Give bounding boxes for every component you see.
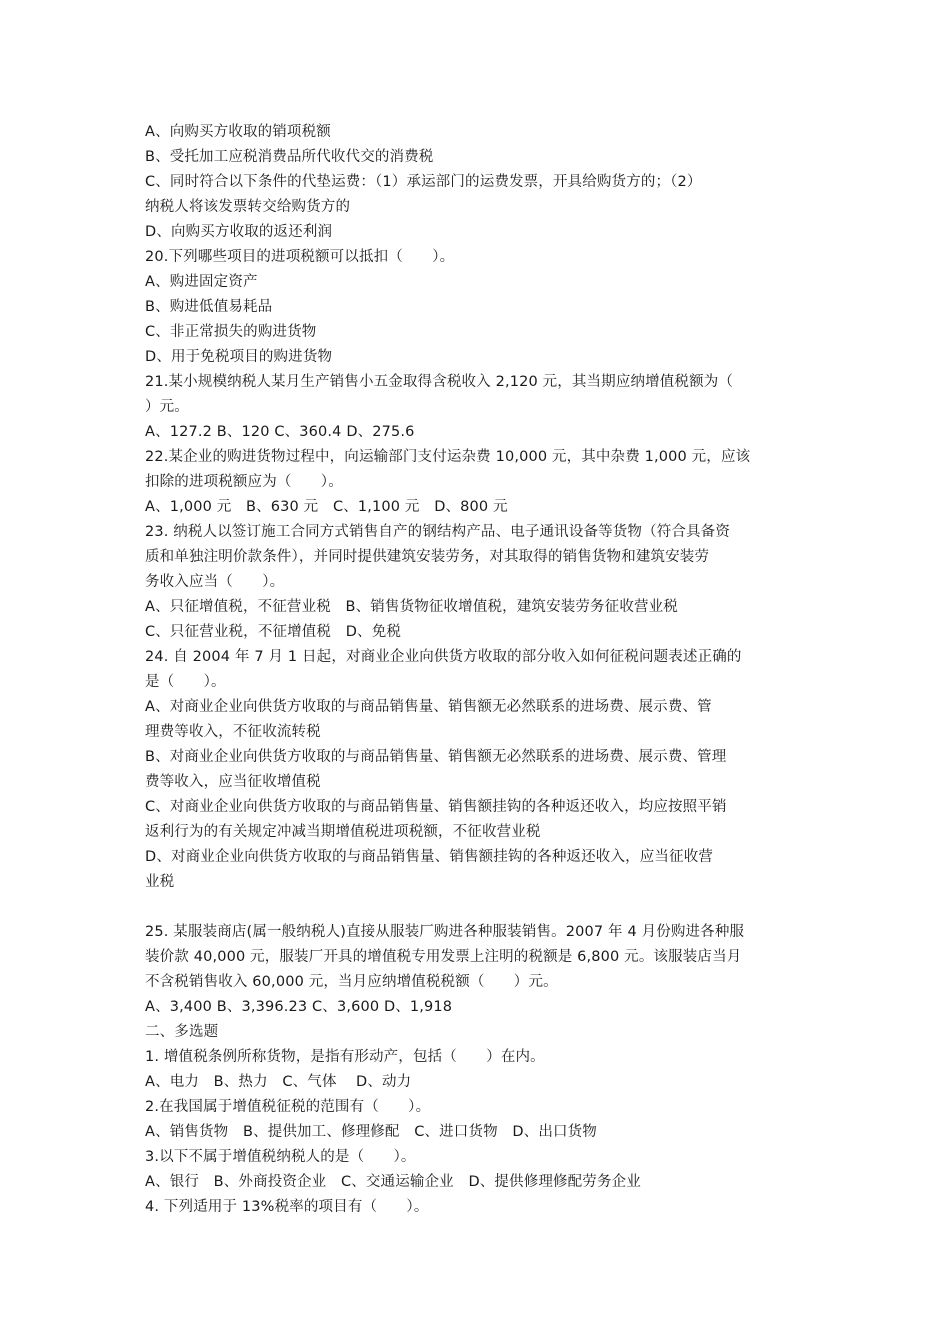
text-line: 二、多选题	[145, 1024, 219, 1040]
text-line: B、受托加工应税消费品所代收代交的消费税	[145, 149, 434, 165]
text-line: 23. 纳税人以签订施工合同方式销售自产的钢结构产品、电子通讯设备等货物（符合具备资	[145, 524, 730, 540]
text-line: A、1,000 元 B、630 元 C、1,100 元 D、800 元	[145, 499, 508, 515]
text-line: A、3,400 B、3,396.23 C、3,600 D、1,918	[145, 999, 453, 1015]
text-line: C、非正常损失的购进货物	[145, 324, 317, 340]
text-line: 3.以下不属于增值税纳税人的是（ ）。	[145, 1149, 416, 1165]
text-line: 2.在我国属于增值税征税的范围有（ ）。	[145, 1099, 431, 1115]
text-line: C、只征营业税，不征增值税 D、免税	[145, 624, 401, 640]
text-line: A、银行 B、外商投资企业 C、交通运输企业 D、提供修理修配劳务企业	[145, 1174, 641, 1190]
text-line: B、对商业企业向供货方收取的与商品销售量、销售额无必然联系的进场费、展示费、管理	[145, 749, 727, 765]
text-line: 21.某小规模纳税人某月生产销售小五金取得含税收入 2,120 元，其当期应纳增值税额为（	[145, 374, 734, 390]
text-line: A、127.2 B、120 C、360.4 D、275.6	[145, 424, 415, 440]
text-line: 24. 自 2004 年 7 月 1 日起，对商业企业向供货方收取的部分收入如何征税问题表述正确的	[145, 649, 742, 665]
text-line: 1. 增值税条例所称货物，是指有形动产，包括（ ）在内。	[145, 1049, 545, 1065]
text-line: A、对商业企业向供货方收取的与商品销售量、销售额无必然联系的进场费、展示费、管	[145, 699, 712, 715]
text-line: 装价款 40,000 元，服装厂开具的增值税专用发票上注明的税额是 6,800 元。该服装店当月	[145, 949, 742, 965]
text-line: A、购进固定资产	[145, 274, 258, 290]
text-line: 4. 下列适用于 13%税率的项目有（ ）。	[145, 1199, 429, 1215]
text-line: 纳税人将该发票转交给购货方的	[145, 199, 351, 215]
text-line: 扣除的进项税额应为（ ）。	[145, 474, 343, 490]
text-line: 25. 某服装商店(属一般纳税人)直接从服装厂购进各种服装销售。2007 年 4 月份购进各种服	[145, 924, 745, 940]
text-line: A、电力 B、热力 C、气体 D、动力	[145, 1074, 412, 1090]
text-line: B、购进低值易耗品	[145, 299, 273, 315]
text-line: C、对商业企业向供货方收取的与商品销售量、销售额挂钩的各种返还收入，均应按照平销	[145, 799, 727, 815]
text-line: A、销售货物 B、提供加工、修理修配 C、进口货物 D、出口货物	[145, 1124, 597, 1140]
text-line: 费等收入，应当征收增值税	[145, 774, 321, 790]
text-line: ）元。	[145, 399, 189, 415]
text-line: 业税	[145, 874, 175, 890]
text-line: 返利行为的有关规定冲减当期增值税进项税额，不征收营业税	[145, 824, 541, 840]
text-line: 理费等收入，不征收流转税	[145, 724, 321, 740]
text-line: 质和单独注明价款条件），并同时提供建筑安装劳务，对其取得的销售货物和建筑安装劳	[145, 549, 710, 565]
text-line: 22.某企业的购进货物过程中，向运输部门支付运杂费 10,000 元，其中杂费 1,000 元，应该	[145, 449, 751, 465]
text-line: 不含税销售收入 60,000 元，当月应纳增值税税额（ ）元。	[145, 974, 558, 990]
text-line: 是（ ）。	[145, 674, 226, 690]
text-line: D、用于免税项目的购进货物	[145, 349, 333, 365]
text-line: 20.下列哪些项目的进项税额可以抵扣（ ）。	[145, 249, 455, 265]
text-line: D、对商业企业向供货方收取的与商品销售量、销售额挂钩的各种返还收入，应当征收营	[145, 849, 714, 865]
text-line: A、向购买方收取的销项税额	[145, 124, 331, 140]
text-line: A、只征增值税，不征营业税 B、销售货物征收增值税，建筑安装劳务征收营业税	[145, 599, 678, 615]
text-line: C、同时符合以下条件的代垫运费：（1）承运部门的运费发票，开具给购货方的；（2）	[145, 174, 702, 190]
text-line: 务收入应当（ ）。	[145, 574, 285, 590]
text-line: D、向购买方收取的返还利润	[145, 224, 333, 240]
text-line	[145, 895, 810, 920]
